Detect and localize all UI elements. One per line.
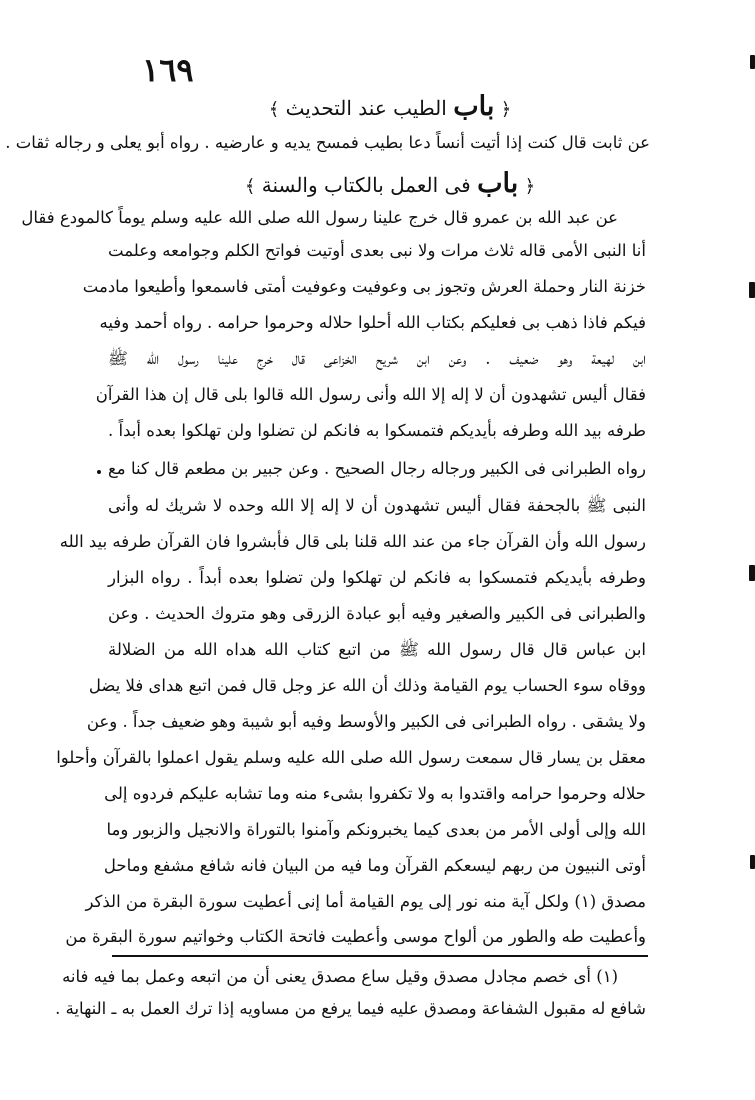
body-line: ووقاه سوء الحساب يوم القيامة وذلك أن الله عز وجل قال فمن اتبع هداى فلا يضل <box>88 676 646 695</box>
body-line: طرفه بيد الله وطرفه بأيديكم فتمسكوا به فانكم لن تضلوا ولن تهلكوا بعده أبداً . <box>108 421 646 440</box>
section1-text-line: عن ثابت قال كنت إذا أتيت أنساً دعا بطيب فمسح يديه و عارضيه . رواه أبو يعلى و رجاله ثقات . <box>5 133 650 152</box>
heading-title: الطيب عند التحديث <box>285 96 447 120</box>
body-line: أنا النبى الأمى قاله ثلاث مرات ولا نبى بعدى أوتيت فواتح الكلم وجوامعه وعلمت <box>108 241 646 260</box>
body-line: فيكم فاذا ذهب بى فعليكم بكتاب الله أحلوا حلاله وحرموا حرامه . رواه أحمد وفيه <box>99 313 646 332</box>
body-line: وطرفه بأيديكم فتمسكوا به فانكم لن تهلكوا ولن تضلوا بعده أبداً . رواه البزار <box>108 568 646 587</box>
body-line: الله وإلى أولى الأمر من بعدى كيما يخبرونكم وآمنوا بالتوراة والانجيل والزبور وما <box>106 820 646 839</box>
footnote-line: شافع له مقبول الشفاعة ومصدق عليه فيما يرفع من مساويه إذا ترك العمل به ـ النهاية . <box>55 999 646 1018</box>
heading-open-bracket: ﴿ <box>500 99 512 120</box>
scan-edge-mark <box>749 565 755 581</box>
page-number: ١٦٩ <box>142 51 194 89</box>
scan-speck <box>97 470 101 474</box>
scan-edge-mark <box>750 855 755 869</box>
body-line: أوتى النبيون من ربهم ليسعكم القرآن وما فيه من البيان فانه شافع مشفع وماحل <box>103 856 646 875</box>
scan-edge-mark <box>749 282 755 298</box>
body-line: النبى ﷺ بالجحفة فقال أليس تشهدون أن لا إله إلا الله وحده لا شريك له وأنى <box>108 496 646 515</box>
body-line: والطبرانى فى الكبير والصغير وفيه أبو عبادة الزرقى وهو متروك الحديث . وعن <box>108 604 646 623</box>
heading-bab: باب <box>477 168 519 199</box>
body-line: عن عبد الله بن عمرو قال خرج علينا رسول الله صلى الله عليه وسلم يوماً كالمودع فقال <box>21 208 618 227</box>
body-line: وأعطيت طه والطور من ألواح موسى وأعطيت فاتحة الكتاب وخواتيم سورة البقرة من <box>65 927 646 946</box>
footnote-divider <box>112 955 648 957</box>
body-line: فقال أليس تشهدون أن لا إله إلا الله وأنى رسول الله قالوا بلى قال إن هذا القرآن <box>95 385 646 404</box>
heading-title: فى العمل بالكتاب والسنة <box>261 173 471 197</box>
chapter-heading-perfume <box>220 92 560 125</box>
scan-edge-mark <box>750 55 755 69</box>
heading-close-bracket: ﴾ <box>244 176 256 197</box>
body-line: ابن لهيعة وهو ضعيف . وعن ابن شريح الخزاعى قال خرج علينا رسول الله ﷺ <box>108 349 646 368</box>
body-line: ولا يشقى . رواه الطبرانى فى الكبير والأوسط وفيه أبو شيبة وهو ضعيف جداً . وعن <box>86 712 646 731</box>
body-line: رواه الطبرانى فى الكبير ورجاله رجال الصحيح . وعن جبير بن مطعم قال كنا مع <box>108 459 646 478</box>
body-line: مصدق (١) ولكل آية منه نور إلى يوم القيامة أما إنى أعطيت سورة البقرة من الذكر <box>85 892 646 911</box>
body-line: ابن عباس قال قال رسول الله ﷺ من اتبع كتاب الله هداه الله من الضلالة <box>108 640 646 659</box>
chapter-heading-book-sunnah <box>220 169 560 202</box>
body-line: رسول الله وأن القرآن جاء من عند الله قلنا بلى قال فأبشروا فان القرآن طرفه بيد الله <box>59 532 646 551</box>
body-line: حلاله وحرموا حرامه واقتدوا به ولا تكفروا بشىء منه وما تشابه عليكم فردوه إلى <box>104 784 646 803</box>
body-line: خزنة النار وحملة العرش وتجوز بى وعوفيت وعوفيت أمتى فاسمعوا وأطيعوا مادمت <box>82 277 646 296</box>
body-line: معقل بن يسار قال سمعت رسول الله صلى الله عليه وسلم يقول اعملوا بالقرآن وأحلوا <box>56 748 646 767</box>
footnote-line: (١) أى خصم مجادل مصدق وقيل ساع مصدق يعنى أن من اتبعه وعمل بما فيه فانه <box>62 967 618 986</box>
heading-bab: باب <box>453 91 495 122</box>
heading-close-bracket: ﴾ <box>268 99 280 120</box>
heading-open-bracket: ﴿ <box>524 176 536 197</box>
